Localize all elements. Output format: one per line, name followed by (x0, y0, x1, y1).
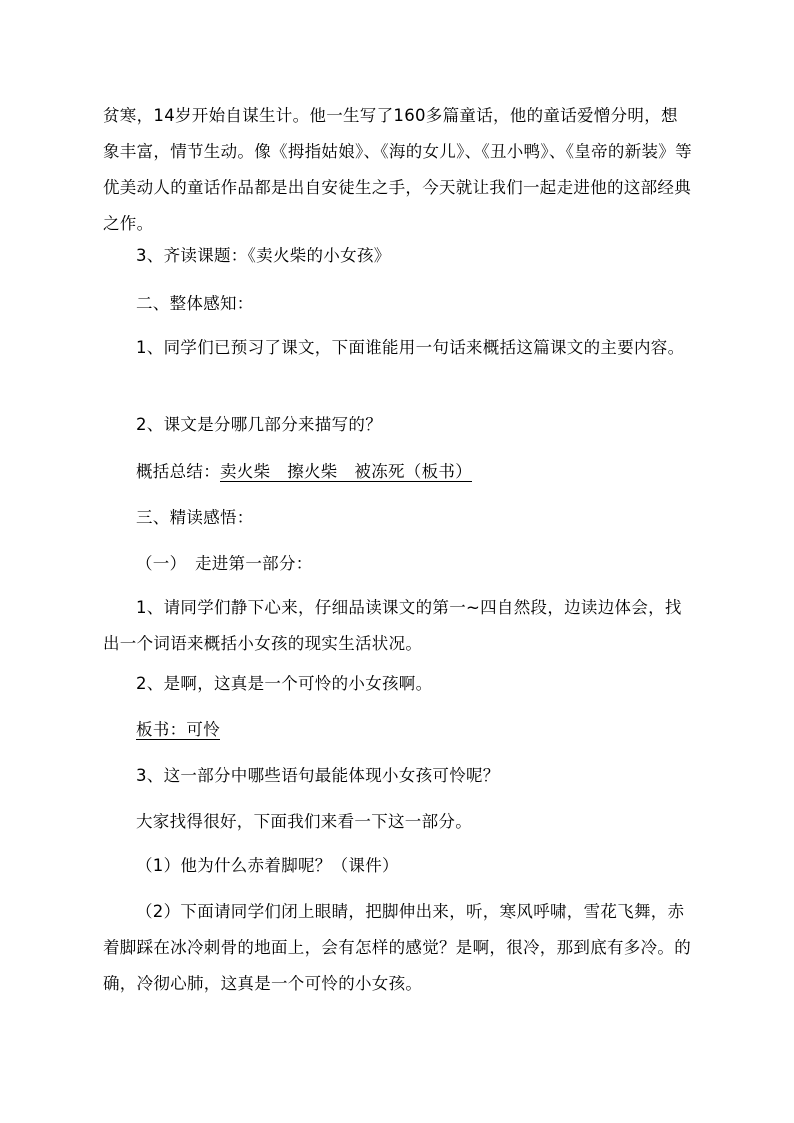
question-pitiful-sentences: 3、这一部分中哪些语句最能体现小女孩可怜呢？ (136, 766, 500, 785)
summary-line (136, 454, 696, 490)
item-read-title: 3、齐读课题：《卖火柴的小女孩》 (136, 246, 391, 265)
pitiful-girl-remark: 2、是啊，这真是一个可怜的小女孩啊。 (136, 674, 433, 693)
paragraph-andersen-intro: 贫寒，14岁开始自谋生计。他一生写了160多篇童话，他的童话爱憎分明，想象丰富，情节生动。像《拇指姑娘》、《海的女儿》、《丑小鸭》、《皇帝的新装》等优美动人的童话作品都是出自安徒生之手，今天就让我们一起走进他的这部经典之作。 (103, 106, 692, 233)
section-heading-overall: 二、整体感知： (136, 294, 254, 313)
reading-instruction: 1、请同学们静下心来，仔细品读课文的第一~四自然段，边读边体会，找出一个词语来概括小女孩的现实生活状况。 (103, 598, 682, 653)
summary-content: 卖火柴 擦火柴 被冻死（板书） (220, 462, 472, 481)
section-heading-close-reading: 三、精读感悟： (136, 508, 254, 527)
question-parts: 2、课文是分哪几部分来描写的？ (136, 415, 382, 434)
board-note (136, 712, 696, 748)
subquestion-barefoot: （1）他为什么赤着脚呢？（课件） (136, 856, 399, 875)
summary-label: 概括总结： (136, 462, 220, 481)
part-one-heading: （一） 走进第一部分： (136, 554, 313, 573)
board-note-text: 板书：可怜 (136, 720, 220, 739)
question-summary-content: 1、同学们已预习了课文，下面谁能用一句话来概括这篇课文的主要内容。 (136, 338, 685, 357)
praise-remark: 大家找得很好，下面我们来看一下这一部分。 (136, 812, 472, 831)
subquestion-imagine-cold: （2）下面请同学们闭上眼睛，把脚伸出来，听，寒风呼啸，雪花飞舞，赤着脚踩在冰冷刺骨的地面上，会有怎样的感觉？是啊，很冷，那到底有多冷。的确，冷彻心肺，这真是一个可怜的小女孩。 (103, 902, 691, 993)
